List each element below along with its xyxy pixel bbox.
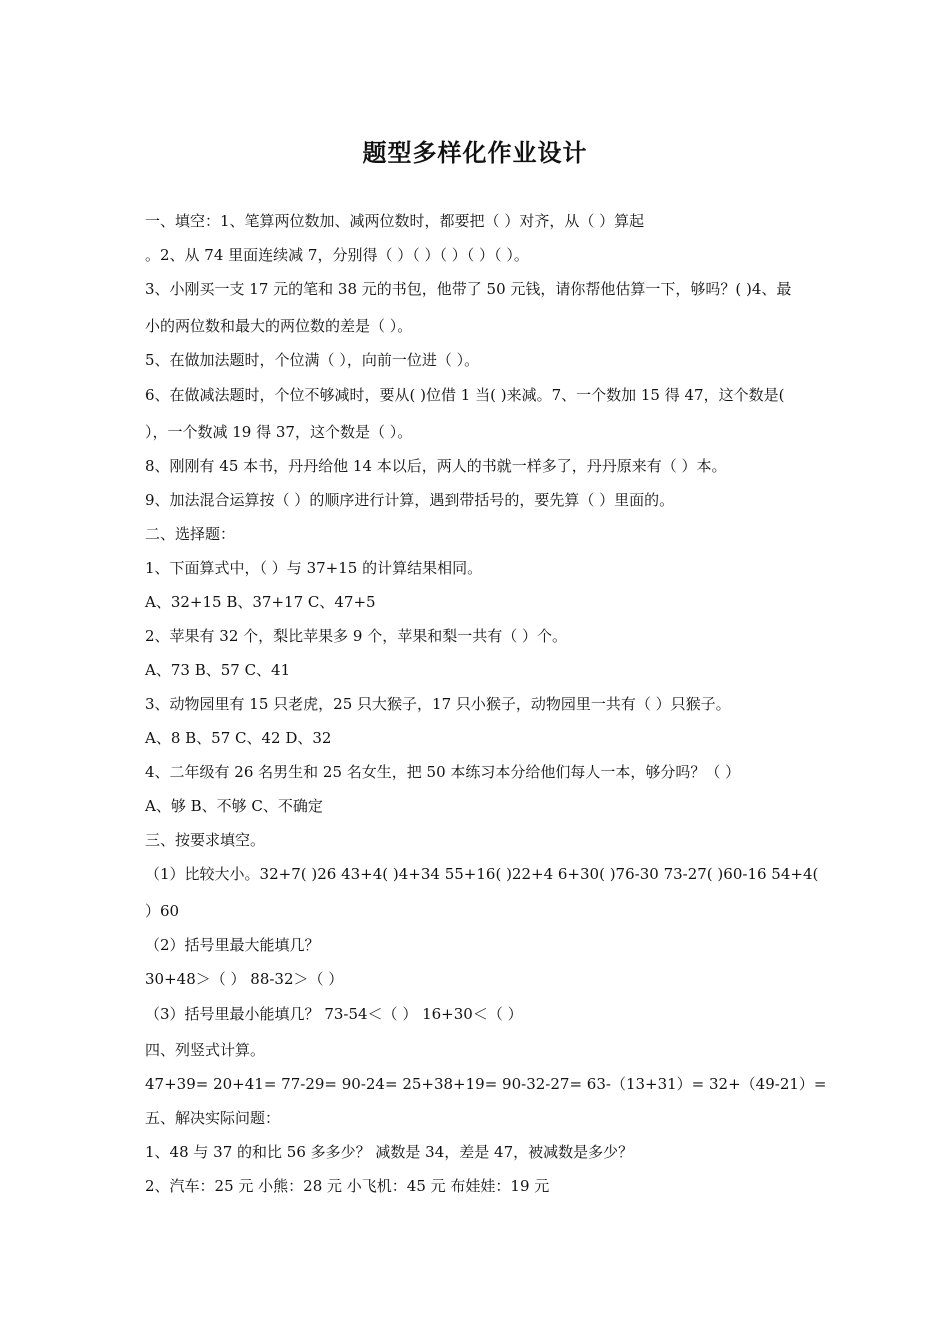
compare-line-2: ）60 xyxy=(145,902,180,920)
section-heading-fill: 三、按要求填空。 xyxy=(145,831,266,849)
document-title: 题型多样化作业设计 xyxy=(362,138,588,167)
compare-line-1: （1）比较大小。32+7( )26 43+4( )4+34 55+16( )22+4 6+30( )76-30 73-27( )60-16 54+4( xyxy=(145,865,819,883)
text-line-fill-in-3: 3、小刚买一支 17 元的笔和 38 元的书包，他带了 50 元钱，请你帮他估算一下，够吗？( )4、最 xyxy=(145,280,792,298)
text-line-fill-in-7: ），一个数减 19 得 37，这个数是（ ）。 xyxy=(145,423,413,441)
section-heading-choice: 二、选择题： xyxy=(145,525,236,543)
section-heading-vertical: 四、列竖式计算。 xyxy=(145,1041,266,1059)
max-fill-question: （2）括号里最大能填几？ xyxy=(145,936,320,954)
choice-question-2: 2、苹果有 32 个，梨比苹果多 9 个，苹果和梨一共有（ ）个。 xyxy=(145,627,568,645)
text-line-fill-in-9: 9、加法混合运算按（ ）的顺序进行计算，遇到带括号的，要先算（ ）里面的。 xyxy=(145,491,675,509)
text-line-fill-in-4: 小的两位数和最大的两位数的差是（ ）。 xyxy=(145,317,413,335)
max-fill-items: 30+48＞（ ） 88-32＞（ ） xyxy=(145,970,344,988)
problem-1: 1、48 与 37 的和比 56 多多少？ 减数是 34，差是 47，被减数是多少？ xyxy=(145,1143,634,1161)
text-line-fill-in-8: 8、刚刚有 45 本书，丹丹给他 14 本以后，两人的书就一样多了，丹丹原来有（ ）本。 xyxy=(145,457,727,475)
problem-2: 2、汽车：25 元 小熊：28 元 小飞机：45 元 布娃娃：19 元 xyxy=(145,1177,550,1195)
choice-question-1: 1、下面算式中，（ ）与 37+15 的计算结果相同。 xyxy=(145,559,483,577)
text-line-fill-in-6: 6、在做减法题时，个位不够减时，要从( )位借 1 当( )来减。7、一个数加 15 得 47，这个数是( xyxy=(145,386,785,404)
min-fill-question: （3）括号里最小能填几？ 73-54＜（ ） 16+30＜（ ） xyxy=(145,1005,523,1023)
choice-options-2: A、73 B、57 C、41 xyxy=(145,661,291,679)
text-line-fill-in-1: 一、填空：1、笔算两位数加、减两位数时，都要把（ ）对齐，从（ ）算起 xyxy=(145,212,645,230)
text-line-fill-in-5: 5、在做加法题时，个位满（ ），向前一位进（ ）。 xyxy=(145,351,480,369)
choice-options-3: A、8 B、57 C、42 D、32 xyxy=(145,729,332,747)
choice-question-4: 4、二年级有 26 名男生和 25 名女生，把 50 本练习本分给他们每人一本，够分吗？（ ） xyxy=(145,763,741,781)
section-heading-problems: 五、解决实际问题： xyxy=(145,1109,281,1127)
vertical-calc-items: 47+39= 20+41= 77-29= 90-24= 25+38+19= 90-32-27= 63-（13+31）= 32+（49-21）= xyxy=(145,1075,827,1093)
text-line-fill-in-2: 。2、从 74 里面连续减 7，分别得（ ）（ ）（ ）（ ）（ ）。 xyxy=(145,246,529,264)
choice-options-4: A、够 B、不够 C、不确定 xyxy=(145,797,323,815)
choice-options-1: A、32+15 B、37+17 C、47+5 xyxy=(145,593,376,611)
choice-question-3: 3、动物园里有 15 只老虎，25 只大猴子，17 只小猴子，动物园里一共有（ ）只猴子。 xyxy=(145,695,731,713)
